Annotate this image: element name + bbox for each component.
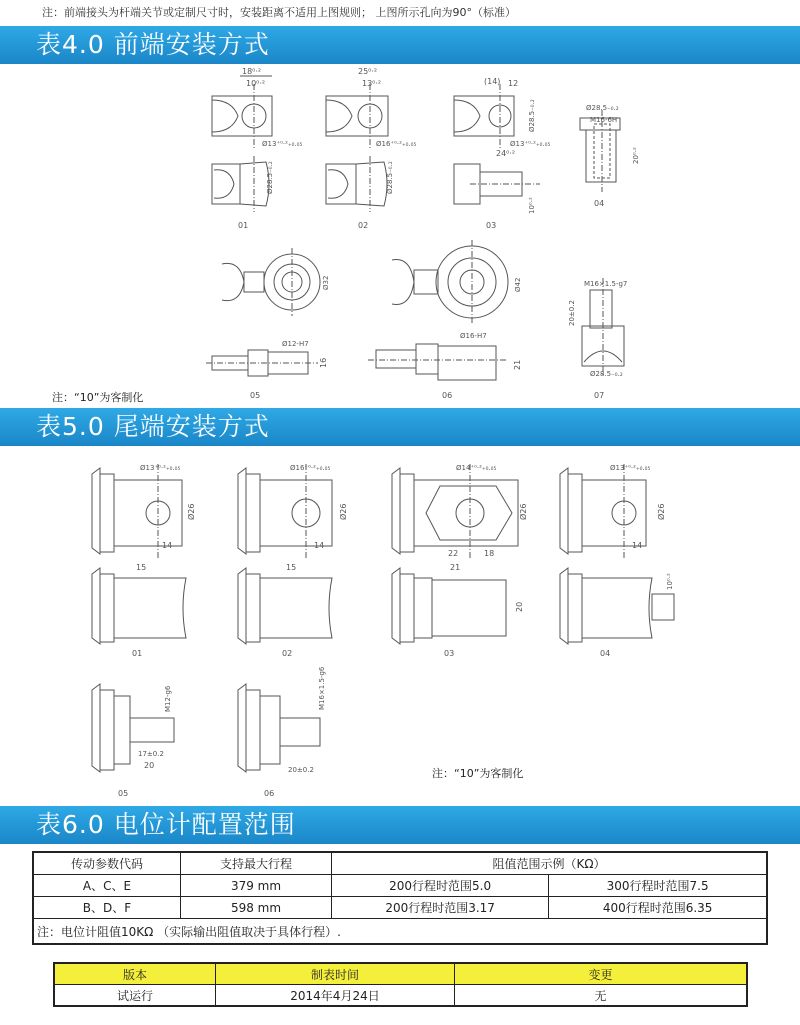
dim: Ø26 <box>187 503 196 520</box>
dim: 12 <box>508 79 519 88</box>
table-row <box>54 985 747 1007</box>
view-label: 06 <box>442 391 453 400</box>
rear-custom-note: 注：“10”为客制化 <box>432 767 524 780</box>
dim: (14) <box>484 77 501 86</box>
dim: 18 <box>484 549 495 558</box>
dim: 25⁰·² <box>358 67 378 76</box>
cell: B、D、F <box>33 897 181 919</box>
dim: Ø28.5₋₀.₂ <box>386 161 394 194</box>
view-label: 05 <box>250 391 261 400</box>
dim: 13⁰·² <box>362 79 382 88</box>
view-label: 07 <box>594 391 605 400</box>
front-04-view <box>580 104 640 192</box>
section-banner-rear: 表5.0 尾端安装方式 <box>0 408 800 446</box>
rear-02-side-view <box>238 563 332 644</box>
view-label: 01 <box>238 221 249 230</box>
cell: 379 mm <box>181 875 332 897</box>
dim: 10⁰·² <box>528 197 536 214</box>
dim: 22 <box>448 549 459 558</box>
dim: M16-6H <box>590 116 618 124</box>
col-header: 传动参数代码 <box>33 852 181 875</box>
rear-01-side-view <box>92 563 186 644</box>
dim: 10⁰·² <box>666 573 674 590</box>
dim: M12-g6 <box>164 685 172 712</box>
view-label: 04 <box>594 199 605 208</box>
dim: 18⁰·² <box>242 67 262 76</box>
dim: Ø13⁺⁰·²₊₀.₀₅ <box>140 464 181 472</box>
table-row <box>33 897 767 919</box>
dim: 15 <box>286 563 297 572</box>
rear-04-top-view <box>560 464 666 560</box>
dim: Ø42 <box>514 277 522 292</box>
dim: Ø26 <box>519 503 528 520</box>
cell: 300行程时范围7.5 <box>549 875 767 897</box>
dim: 14 <box>162 541 173 550</box>
front-03-top-view <box>454 77 550 148</box>
view-label: 05 <box>118 789 129 798</box>
dim: 16 <box>319 357 328 368</box>
table-row <box>33 875 767 897</box>
dim: 21 <box>450 563 461 572</box>
view-label: 04 <box>600 649 611 658</box>
front-06-side-view <box>368 332 522 380</box>
rear-03-side-view <box>392 563 524 644</box>
cell: 400行程时范围6.35 <box>549 897 767 919</box>
cell: 200行程时范围5.0 <box>332 875 549 897</box>
dim: Ø13⁺⁰·²₊₀.₀₅ <box>610 464 651 472</box>
col-header: 支持最大行程 <box>181 852 332 875</box>
front-03-side-view <box>454 149 540 214</box>
dim: Ø13⁺⁰·²₊₀.₀₅ <box>510 140 551 148</box>
pot-config-table <box>32 851 768 945</box>
dim: Ø28.5₋₀.₂ <box>590 370 623 378</box>
view-label: 01 <box>132 649 143 658</box>
dim: 20±0.2 <box>568 300 576 326</box>
rear-mount-drawings <box>0 450 800 800</box>
col-header: 制表时间 <box>216 963 455 985</box>
dim: M16×1.5-g6 <box>318 666 326 710</box>
view-label: 02 <box>282 649 293 658</box>
col-header: 变更 <box>455 963 748 985</box>
dim: Ø13⁺⁰·²₊₀.₀₅ <box>262 140 303 148</box>
section-banner-pot: 表6.0 电位计配置范围 <box>0 806 800 844</box>
front-01-top-view <box>212 67 302 148</box>
rear-03-top-view <box>392 464 528 560</box>
dim: Ø26 <box>339 503 348 520</box>
cell: A、C、E <box>33 875 181 897</box>
col-header: 阻值范围示例（KΩ） <box>332 852 768 875</box>
view-label: 02 <box>358 221 369 230</box>
col-header: 版本 <box>54 963 216 985</box>
dim: Ø14⁺⁰·²₊₀.₀₅ <box>456 464 497 472</box>
dim: 20⁰·² <box>632 147 640 164</box>
front-02-top-view <box>326 67 416 148</box>
dim: Ø28.5₋₀.₂ <box>586 104 619 112</box>
front-mount-drawings <box>0 64 800 406</box>
view-label: 03 <box>486 221 497 230</box>
dim: 21 <box>513 359 522 370</box>
rear-05-view <box>92 684 174 772</box>
dim: 10⁰·² <box>246 79 266 88</box>
front-01-side-view <box>212 156 274 212</box>
table-header-row <box>54 963 747 985</box>
cell: 598 mm <box>181 897 332 919</box>
table-footnote-row <box>33 919 767 945</box>
dim: 15 <box>136 563 147 572</box>
table-footnote: 注：电位计阻值10KΩ （实际输出阻值取决于具体行程）. <box>33 919 767 945</box>
dim: 20 <box>515 601 524 612</box>
cell: 试运行 <box>54 985 216 1007</box>
version-table <box>53 962 748 1007</box>
dim: Ø16⁺⁰·²₊₀.₀₅ <box>376 140 417 148</box>
dim: Ø16-H7 <box>460 332 487 340</box>
dim: Ø28.5₋₀.₂ <box>266 161 274 194</box>
rear-06-view <box>238 666 326 774</box>
rear-04-side-view <box>560 568 674 644</box>
dim: 14 <box>632 541 643 550</box>
dim: 20±0.2 <box>288 766 314 774</box>
front-02-side-view <box>326 156 394 212</box>
front-custom-note: 注：“10”为客制化 <box>52 391 144 404</box>
dim: Ø26 <box>657 503 666 520</box>
rear-02-top-view <box>238 464 348 560</box>
dim: 20 <box>144 761 155 770</box>
cell: 2014年4月24日 <box>216 985 455 1007</box>
section-banner-front: 表4.0 前端安装方式 <box>0 26 800 64</box>
dim: M16×1.5-g7 <box>584 280 628 288</box>
dim: Ø32 <box>322 275 330 290</box>
dim: 14 <box>314 541 325 550</box>
front-05-top-view <box>222 248 330 316</box>
front-07-view <box>568 278 627 378</box>
dim: 17±0.2 <box>138 750 164 758</box>
dim: Ø16⁺⁰·²₊₀.₀₅ <box>290 464 331 472</box>
view-label: 06 <box>264 789 275 798</box>
dim: Ø28.5₋₀.₂ <box>528 99 536 132</box>
table-header-row <box>33 852 767 875</box>
view-label: 03 <box>444 649 455 658</box>
top-note: 注：前端接头为杆端关节或定制尺寸时，安装距离不适用上图规则； 上图所示孔向为90°（标准） <box>42 6 516 19</box>
cell: 200行程时范围3.17 <box>332 897 549 919</box>
front-06-top-view <box>392 240 522 324</box>
dim: Ø12-H7 <box>282 340 309 348</box>
cell: 无 <box>455 985 748 1007</box>
dim: 24⁰·² <box>496 149 516 158</box>
front-05-side-view <box>206 340 328 376</box>
rear-01-top-view <box>92 464 196 560</box>
